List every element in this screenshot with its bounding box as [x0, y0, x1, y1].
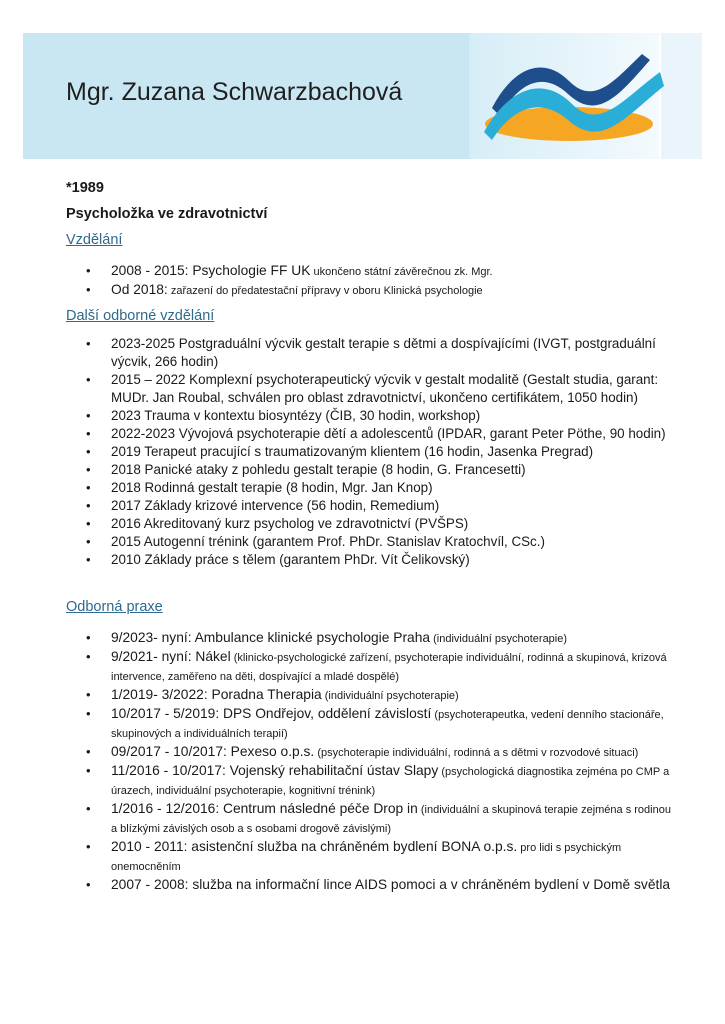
section-title-education: Vzdělání [66, 232, 123, 248]
list-item: • 1/2016 - 12/2016: Centrum následné péče Drop in (individuální a skupinová terapie zejména s rodinou a blízkými závislých osob a s osobami drogově závislými) [66, 800, 676, 838]
list-item: • 2015 Autogenní trénink (garantem Prof. PhDr. Stanislav Kratochvíl, CSc.) [66, 533, 676, 551]
list-item: • 2018 Rodinná gestalt terapie (8 hodin, Mgr. Jan Knop) [66, 479, 676, 497]
list-item: • 2010 Základy práce s tělem (garantem PhDr. Vít Čelikovský) [66, 551, 676, 569]
education-list [66, 262, 676, 300]
list-item: • 9/2023- nyní: Ambulance klinické psychologie Praha (individuální psychoterapie) [66, 629, 676, 648]
list-item: • 9/2021- nyní: Nákel (klinicko-psychologické zařízení, psychoterapie individuální, rodinná a skupinová, krizová intervence, zaměřeno na děti, dospívající a mladé dospělé) [66, 648, 676, 686]
list-item: • Od 2018: zařazení do předatestační přípravy v oboru Klinická psychologie [66, 281, 676, 300]
profession: Psycholožka ve zdravotnictví [66, 206, 268, 222]
list-item: • 2008 - 2015: Psychologie FF UK ukončeno státní závěrečnou zk. Mgr. [66, 262, 676, 281]
practice-list [66, 629, 676, 895]
person-name: Mgr. Zuzana Schwarzbachová [66, 78, 403, 106]
list-item: • 2023-2025 Postgraduální výcvik gestalt terapie s dětmi a dospívajícími (IVGT, postgraduální výcvik, 266 hodin) [66, 335, 676, 371]
list-item: • 2010 - 2011: asistenční služba na chráněném bydlení BONA o.p.s. pro lidi s psychickým onemocněním [66, 838, 676, 876]
header-tail [661, 33, 702, 159]
list-item: • 11/2016 - 10/2017: Vojenský rehabilitační ústav Slapy (psychologická diagnostika zejména po CMP a úrazech, individuální psychoterapie, kognitivní trénink) [66, 762, 676, 800]
birth-year: *1989 [66, 180, 104, 196]
list-item: • 2017 Základy krizové intervence (56 hodin, Remedium) [66, 497, 676, 515]
cv-content [66, 178, 676, 895]
wave-logo-icon [474, 46, 664, 146]
list-item: • 2023 Trauma v kontextu biosyntézy (ČIB, 30 hodin, workshop) [66, 407, 676, 425]
section-title-practice: Odborná praxe [66, 599, 163, 615]
list-item: • 09/2017 - 10/2017: Pexeso o.p.s. (psychoterapie individuální, rodinná a s dětmi v rozvodové situaci) [66, 743, 676, 762]
list-item: • 2016 Akreditovaný kurz psycholog ve zdravotnictví (PVŠPS) [66, 515, 676, 533]
list-item: • 1/2019- 3/2022: Poradna Therapia (individuální psychoterapie) [66, 686, 676, 705]
list-item: • 2022-2023 Vývojová psychoterapie dětí a adolescentů (IPDAR, garant Peter Pöthe, 90 hodin) [66, 425, 676, 443]
section-title-training: Další odborné vzdělání [66, 308, 215, 324]
list-item: • 2019 Terapeut pracující s traumatizovaným klientem (16 hodin, Jasenka Pregrad) [66, 443, 676, 461]
training-list [66, 335, 676, 569]
list-item: • 2007 - 2008: služba na informační lince AIDS pomoci a v chráněném bydlení v Domě světla [66, 876, 676, 895]
list-item: • 2018 Panické ataky z pohledu gestalt terapie (8 hodin, G. Francesetti) [66, 461, 676, 479]
list-item: • 2015 – 2022 Komplexní psychoterapeutický výcvik v gestalt modalitě (Gestalt studia, garant: MUDr. Jan Roubal, schválen pro oblast zdravotnictví, ukončeno certifikátem, 1050 hodin) [66, 371, 676, 407]
list-item: • 10/2017 - 5/2019: DPS Ondřejov, oddělení závislostí (psychoterapeutka, vedení denního stacionáře, skupinových a individuálních terapií) [66, 705, 676, 743]
